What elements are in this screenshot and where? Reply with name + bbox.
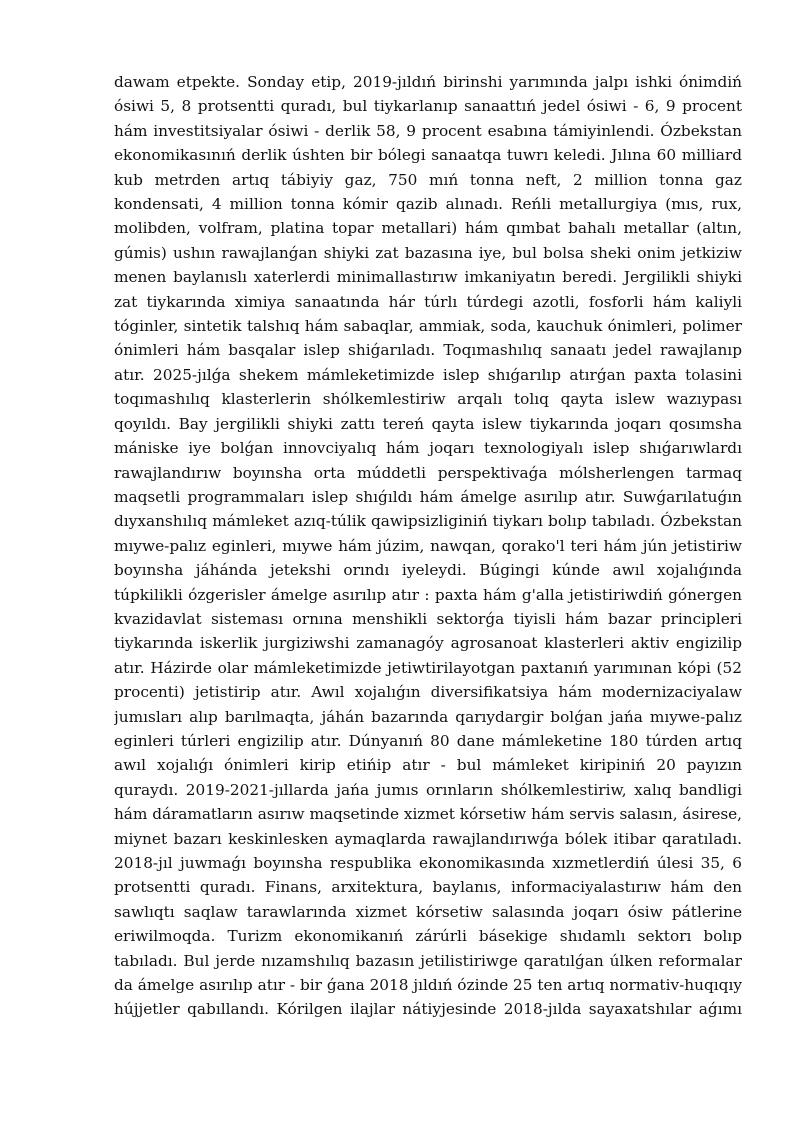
text-line: mániske iye bolǵan innovciyalıq hám joqarı texnologiyalı islep shıǵarıwlardı bbox=[114, 439, 742, 458]
text-line: gúmis) ushın rawajlanǵan shiyki zat bazasına iye, bul bolsa sheki onim jetkiziw bbox=[114, 243, 742, 262]
text-line: menen baylanıslı xaterlerdi minimallastırıw imkaniyatın beredi. Jergilikli shiyki bbox=[114, 268, 742, 287]
text-line: rawajlandırıw boyınsha orta múddetli perspektivaǵa mólsherlengen tarmaq bbox=[114, 463, 742, 482]
text-line: hám dáramatların asırıw maqsetinde xizmet kórsetiw hám servis salasın, ásirese, bbox=[114, 805, 742, 824]
text-line: jumısları alıp barılmaqta, jáhán bazarında qarıydargir bolǵan jańa mıywe-palız bbox=[114, 707, 742, 726]
text-line: ekonomikasınıń derlik úshten bir bólegi sanaatqa tuwrı keledi. Jılına 60 milliard bbox=[114, 146, 742, 165]
text-line: da ámelge asırılıp atır - bir ǵana 2018 jıldıń ózinde 25 ten artıq normativ-huqıqıy bbox=[114, 976, 742, 995]
text-line: quraydı. 2019-2021-jıllarda jańa jumıs orınların shólkemlestiriw, xalıq bandligi bbox=[114, 780, 742, 799]
body-paragraph bbox=[114, 70, 742, 1022]
text-line: 2018-jıl juwmaǵı boyınsha respublika ekonomikasında xızmetlerdiń úlesi 35, 6 bbox=[114, 854, 742, 872]
text-line: molibden, volfram, platina topar metallari) hám qımbat bahalı metallar (altın, bbox=[114, 219, 742, 238]
text-line: qoyıldı. Bay jergilikli shiyki zattı tereń qayta islew tiykarında joqarı qosımsha bbox=[114, 414, 742, 433]
text-line: tiykarında iskerlik jurgiziwshi zamanagóy agrosanoat klasterleri aktiv engizilip bbox=[114, 634, 742, 653]
text-line: mıywe-palız eginleri, mıywe hám júzim, nawqan, qorako'l teri hám jún jetistiriw bbox=[114, 536, 742, 555]
text-line: procenti) jetistirip atır. Awıl xojalıǵın diversifikatsiya hám modernizaciyalaw bbox=[114, 683, 742, 702]
text-line: zat tiykarında ximiya sanaatında hár túrlı túrdegi azotli, fosforli hám kaliyli bbox=[114, 292, 742, 311]
text-line: boyınsha jáhánda jetekshi orındı iyeleydi. Búgingi kúnde awıl xojalıǵında bbox=[114, 561, 742, 580]
text-line: eriwilmoqda. Turizm ekonomikanıń zárúrli básekige shıdamlı sektorı bolıp bbox=[114, 927, 742, 946]
text-line: sawlıqtı saqlaw tarawlarında xizmet kórsetiw salasında joqarı ósiw pátlerine bbox=[114, 902, 742, 921]
text-line: maqsetli programmaları islep shıǵıldı hám ámelge asırılıp atır. Suwǵarılatuǵın bbox=[114, 487, 742, 506]
text-line: tabıladı. Bul jerde nızamshılıq bazasın jetilistiriwge qaratılǵan úlken reformalar bbox=[114, 951, 742, 970]
text-line: protsentti quradı. Finans, arxitektura, baylanıs, informaciyalastırıw hám den bbox=[114, 878, 742, 897]
text-line: dawam etpekte. Sonday etip, 2019-jıldıń birinshi yarımında jalpı ishki ónimdiń bbox=[114, 73, 742, 91]
text-line: awıl xojalıǵı ónimleri kirip etińip atır - bul mámleket kiripiniń 20 payızın bbox=[114, 756, 742, 775]
text-line: túpkilikli ózgerisler ámelge asırılıp atır : paxta hám g'alla jetistiriwdiń gónergen bbox=[114, 585, 742, 604]
text-line: kvazidavlat sisteması ornına menshikli sektorǵa tiyisli hám bazar principleri bbox=[114, 609, 742, 628]
text-line: atır. Házirde olar mámleketimizde jetiwtirilayotgan paxtanıń yarımınan kópi (52 bbox=[114, 658, 742, 677]
text-line: hám investitsiyalar ósiwi - derlik 58, 9 procent esabına támiyinlendi. Ózbekstan bbox=[114, 121, 742, 140]
text-line: ónimleri hám basqalar islep shiǵarıladı. Toqımashılıq sanaatı jedel rawajlanıp bbox=[114, 341, 742, 360]
text-line: atır. 2025-jılǵa shekem mámleketimizde islep shıǵarılıp atırǵan paxta tolasini bbox=[114, 365, 742, 384]
text-line: kondensati, 4 million tonna kómir qazib alınadı. Reńli metallurgiya (mıs, rux, bbox=[114, 195, 742, 214]
text-line: eginleri túrleri engizilip atır. Dúnyanıń 80 dane mámleketine 180 túrden artıq bbox=[114, 731, 742, 750]
text-line: dıyxanshılıq mámleket azıq-túlik qawipsizliginiń tiykarı bolıp tabıladı. Ózbekstan bbox=[114, 512, 742, 531]
text-line: ósiwi 5, 8 protsentti quradı, bul tiykarlanıp sanaattıń jedel ósiwi - 6, 9 procent bbox=[114, 97, 742, 116]
text-line: tóginler, sintetik talshıq hám sabaqlar, ammiak, soda, kauchuk ónimleri, polimer bbox=[114, 317, 742, 336]
text-line: miynet bazarı keskinlesken aymaqlarda rawajlandırıwǵa bólek itibar qaratıladı. bbox=[114, 829, 742, 848]
text-line: hújjetler qabıllandı. Kórilgen ilajlar nátiyjesinde 2018-jılda sayaxatshılar aǵımı bbox=[114, 1000, 742, 1019]
text-line: toqımashılıq klasterlerin shólkemlestiriw arqalı tolıq qayta islew wazıypası bbox=[114, 390, 742, 409]
text-line: kub metrden artıq tábiyiy gaz, 750 mıń tonna neft, 2 million tonna gaz bbox=[114, 170, 742, 189]
